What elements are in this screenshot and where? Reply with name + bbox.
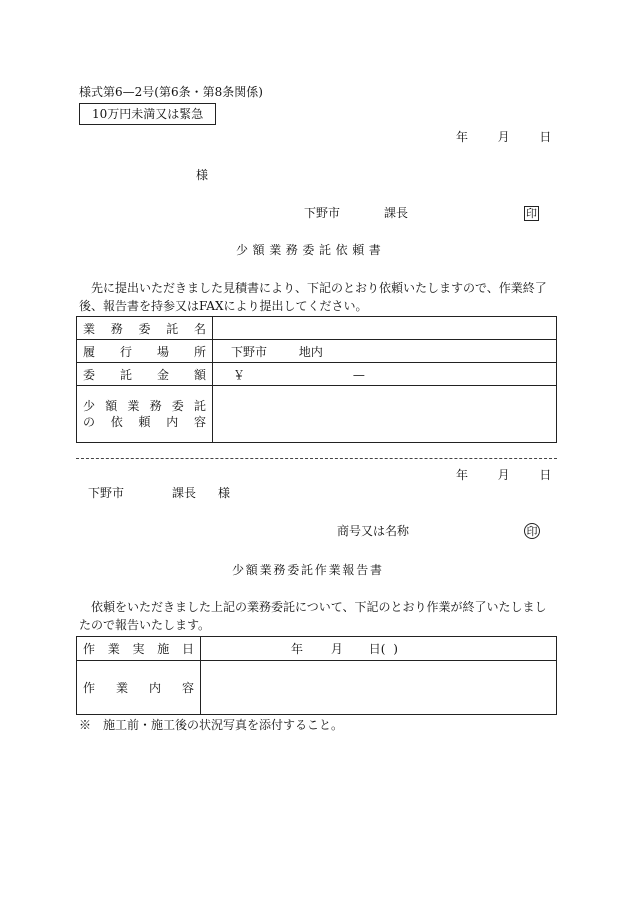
cell-label [77,386,213,443]
request-content-field[interactable] [213,386,557,443]
request-date [456,131,551,143]
cut-line [76,458,557,459]
request-table [76,316,557,443]
amount-dash: — [352,367,365,382]
table-row [77,661,557,715]
date-month: 月 [497,130,510,144]
date-month: 月 [497,468,510,482]
issuer-title: 課長 [384,206,409,220]
work-date-field[interactable] [201,637,557,661]
yen-sign: ￥ [233,367,246,382]
table-row [77,637,557,661]
seal-square: 印 [526,207,537,220]
date-year: 年 [456,468,469,482]
seal-mark [524,523,540,539]
work-date-close: ) [393,642,398,656]
work-content-field[interactable] [201,661,557,715]
label-request-content [83,398,206,430]
request-title: 少額業務委託依頼書 [236,243,386,257]
cell-label [77,317,213,340]
issuer-city: 下野市 [304,206,341,220]
trade-name-label: 商号又は名称 [337,524,410,538]
report-addressee-sama: 様 [218,486,231,500]
date-day: 日 [539,468,552,482]
cell-label [77,363,213,386]
report-date [456,469,551,481]
location-field[interactable] [213,340,557,363]
seal-circle: 印 [524,523,540,539]
attachment-note: ※ 施工前・施工後の状況写真を添付すること。 [79,718,344,732]
addressee-sama: 様 [196,168,209,182]
seal-mark [524,206,539,221]
form-number: 様式第6—2号(第6条・第8条関係) [79,85,263,99]
business-name-field[interactable] [213,317,557,340]
table-row [77,363,557,386]
report-addressee-title: 課長 [172,486,197,500]
location-city: 下野市 [231,344,268,359]
table-row [77,340,557,363]
date-year: 年 [456,130,469,144]
work-date-day: 日( [368,642,386,656]
label-amount: 委託金額 [83,367,206,382]
label-work-date: 作業実施日 [83,642,194,656]
label-location: 履行場所 [83,344,206,359]
report-title: 少額業務委託作業報告書 [232,563,384,577]
amount-field[interactable] [213,363,557,386]
label-business-name: 業務委託名 [83,321,206,336]
table-row [77,386,557,443]
report-table [76,636,557,715]
cell-label [77,661,201,715]
label-line: 少額業務委託 [83,399,206,413]
work-date-year: 年 [291,642,304,656]
report-body: 依頼をいただきました上記の業務委託について、下記のとおり作業が終了いたしましたので報告いたします。 [79,600,547,632]
cell-label [77,637,201,661]
label-work-content: 作業内容 [83,681,194,695]
report-addressee-city: 下野市 [88,486,125,500]
location-suffix: 地内 [298,344,323,359]
work-date-month: 月 [330,642,343,656]
date-day: 日 [539,130,552,144]
label-line: の依頼内容 [83,415,206,429]
request-body: 先に提出いただきました見積書により、下記のとおり依頼いたしますので、作業終了後、報告書を持参又はFAXにより提出してください。 [79,281,547,313]
category-box: 10万円未満又は緊急 [79,103,216,125]
table-row [77,317,557,340]
cell-label [77,340,213,363]
